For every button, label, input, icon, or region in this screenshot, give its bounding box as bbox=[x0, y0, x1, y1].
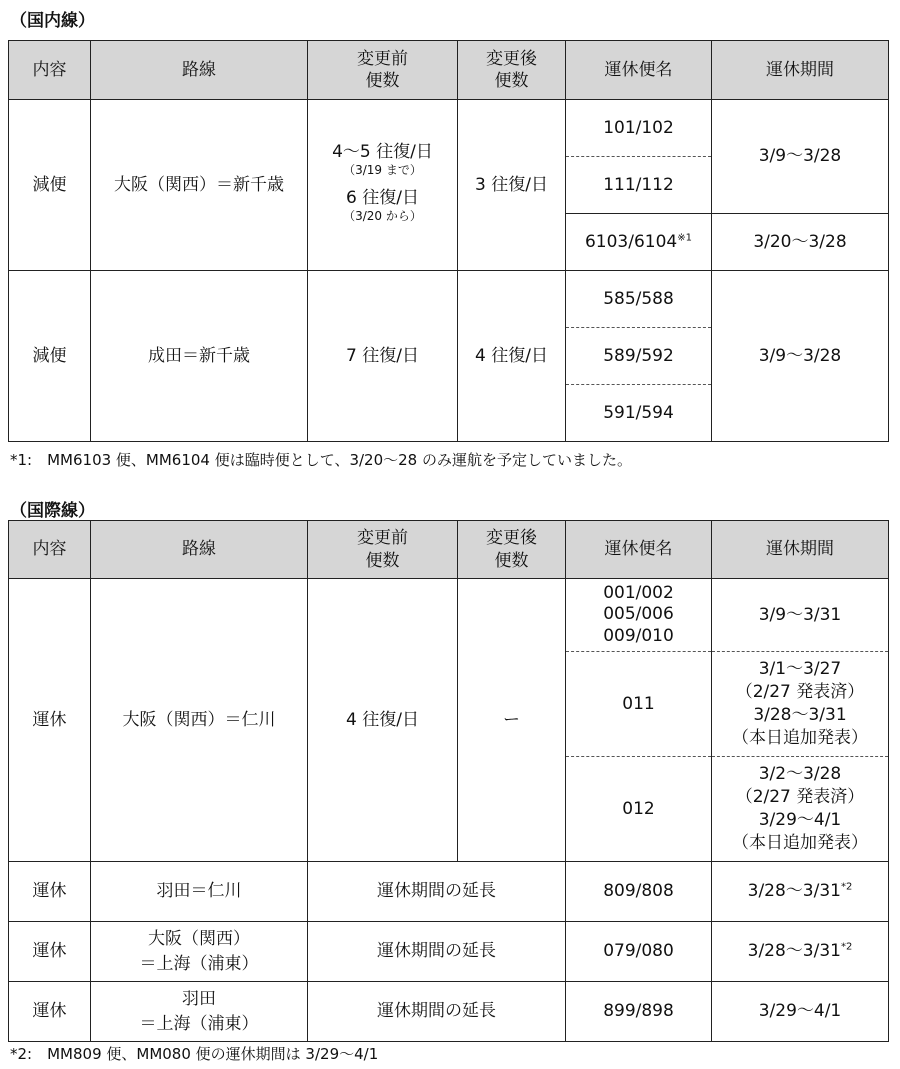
before-value-1: 4～5 往復/日 bbox=[332, 142, 433, 163]
table-row bbox=[9, 271, 889, 328]
period-cell: 3/9～3/28 bbox=[712, 100, 889, 214]
flight-cell: 101/102 bbox=[566, 100, 712, 157]
flight-cell: 012 bbox=[566, 757, 712, 862]
period-cell: 3/9～3/28 bbox=[712, 271, 889, 442]
flight-cell: 589/592 bbox=[566, 328, 712, 385]
row-before: 7 往復/日 bbox=[308, 271, 458, 442]
row-change: 運休期間の延長 bbox=[308, 862, 566, 922]
flight-cell: 111/112 bbox=[566, 157, 712, 214]
row-route: 大阪（関西）＝新千歳 bbox=[91, 100, 308, 271]
row-type: 運休 bbox=[9, 579, 91, 862]
header-content: 内容 bbox=[9, 41, 91, 100]
row-change: 運休期間の延長 bbox=[308, 982, 566, 1042]
row-after: 4 往復/日 bbox=[458, 271, 566, 442]
header-flights: 運休便名 bbox=[566, 521, 712, 579]
header-before: 変更前 便数 bbox=[308, 41, 458, 100]
header-content: 内容 bbox=[9, 521, 91, 579]
before-note-2: （3/20 から） bbox=[343, 209, 422, 224]
period-cell: 3/1～3/27 （2/27 発表済） 3/28～3/31 （本日追加発表） bbox=[712, 652, 889, 757]
header-flights: 運休便名 bbox=[566, 41, 712, 100]
period-cell: 3/29～4/1 bbox=[712, 982, 889, 1042]
flight-cell: 585/588 bbox=[566, 271, 712, 328]
period-value: 3/28～3/31 bbox=[747, 881, 841, 902]
row-before bbox=[308, 100, 458, 271]
row-route: 大阪（関西） ＝上海（浦東） bbox=[91, 922, 308, 982]
table-row bbox=[9, 862, 889, 922]
table-row bbox=[9, 579, 889, 652]
header-after: 変更後 便数 bbox=[458, 521, 566, 579]
flight-number: 6103/6104 bbox=[584, 231, 678, 252]
flight-cell: 079/080 bbox=[566, 922, 712, 982]
flight-cell: 001/002 005/006 009/010 bbox=[566, 579, 712, 652]
header-before: 変更前 便数 bbox=[308, 521, 458, 579]
row-after: 3 往復/日 bbox=[458, 100, 566, 271]
domestic-table bbox=[8, 40, 889, 442]
domestic-footnote: *1: MM6103 便、MM6104 便は臨時便として、3/20～28 のみ運航を予定していました。 bbox=[10, 451, 632, 469]
period-cell bbox=[712, 862, 889, 922]
row-type: 減便 bbox=[9, 100, 91, 271]
before-value-2: 6 往復/日 bbox=[346, 188, 419, 208]
table-row bbox=[9, 982, 889, 1042]
international-heading: （国際線） bbox=[10, 501, 95, 521]
row-route: 羽田 ＝上海（浦東） bbox=[91, 982, 308, 1042]
flight-cell: 899/898 bbox=[566, 982, 712, 1042]
footnote-mark: *2 bbox=[840, 941, 853, 953]
header-route: 路線 bbox=[91, 521, 308, 579]
international-footnote: *2: MM809 便、MM080 便の運休期間は 3/29～4/1 bbox=[10, 1045, 379, 1063]
flight-cell bbox=[566, 214, 712, 271]
period-cell bbox=[712, 922, 889, 982]
header-period: 運休期間 bbox=[712, 41, 889, 100]
domestic-header-row bbox=[9, 41, 889, 100]
international-table bbox=[8, 520, 889, 1042]
period-cell: 3/2～3/28 （2/27 発表済） 3/29～4/1 （本日追加発表） bbox=[712, 757, 889, 862]
row-type: 運休 bbox=[9, 982, 91, 1042]
row-change: 運休期間の延長 bbox=[308, 922, 566, 982]
row-route: 羽田＝仁川 bbox=[91, 862, 308, 922]
flight-cell: 809/808 bbox=[566, 862, 712, 922]
table-row bbox=[9, 100, 889, 157]
period-value: 3/28～3/31 bbox=[747, 941, 841, 962]
row-after: ー bbox=[458, 579, 566, 862]
flight-cell: 011 bbox=[566, 652, 712, 757]
header-period: 運休期間 bbox=[712, 521, 889, 579]
row-type: 運休 bbox=[9, 862, 91, 922]
row-before: 4 往復/日 bbox=[308, 579, 458, 862]
period-cell: 3/9～3/31 bbox=[712, 579, 889, 652]
domestic-heading: （国内線） bbox=[10, 11, 95, 31]
row-type: 減便 bbox=[9, 271, 91, 442]
row-route: 大阪（関西）＝仁川 bbox=[91, 579, 308, 862]
before-note-1: （3/19 まで） bbox=[343, 163, 422, 178]
header-after: 変更後 便数 bbox=[458, 41, 566, 100]
table-row bbox=[9, 922, 889, 982]
row-route: 成田＝新千歳 bbox=[91, 271, 308, 442]
footnote-mark: ※1 bbox=[677, 232, 692, 244]
period-cell: 3/20～3/28 bbox=[712, 214, 889, 271]
international-header-row bbox=[9, 521, 889, 579]
flight-cell: 591/594 bbox=[566, 385, 712, 442]
row-type: 運休 bbox=[9, 922, 91, 982]
footnote-mark: *2 bbox=[840, 881, 853, 893]
header-route: 路線 bbox=[91, 41, 308, 100]
